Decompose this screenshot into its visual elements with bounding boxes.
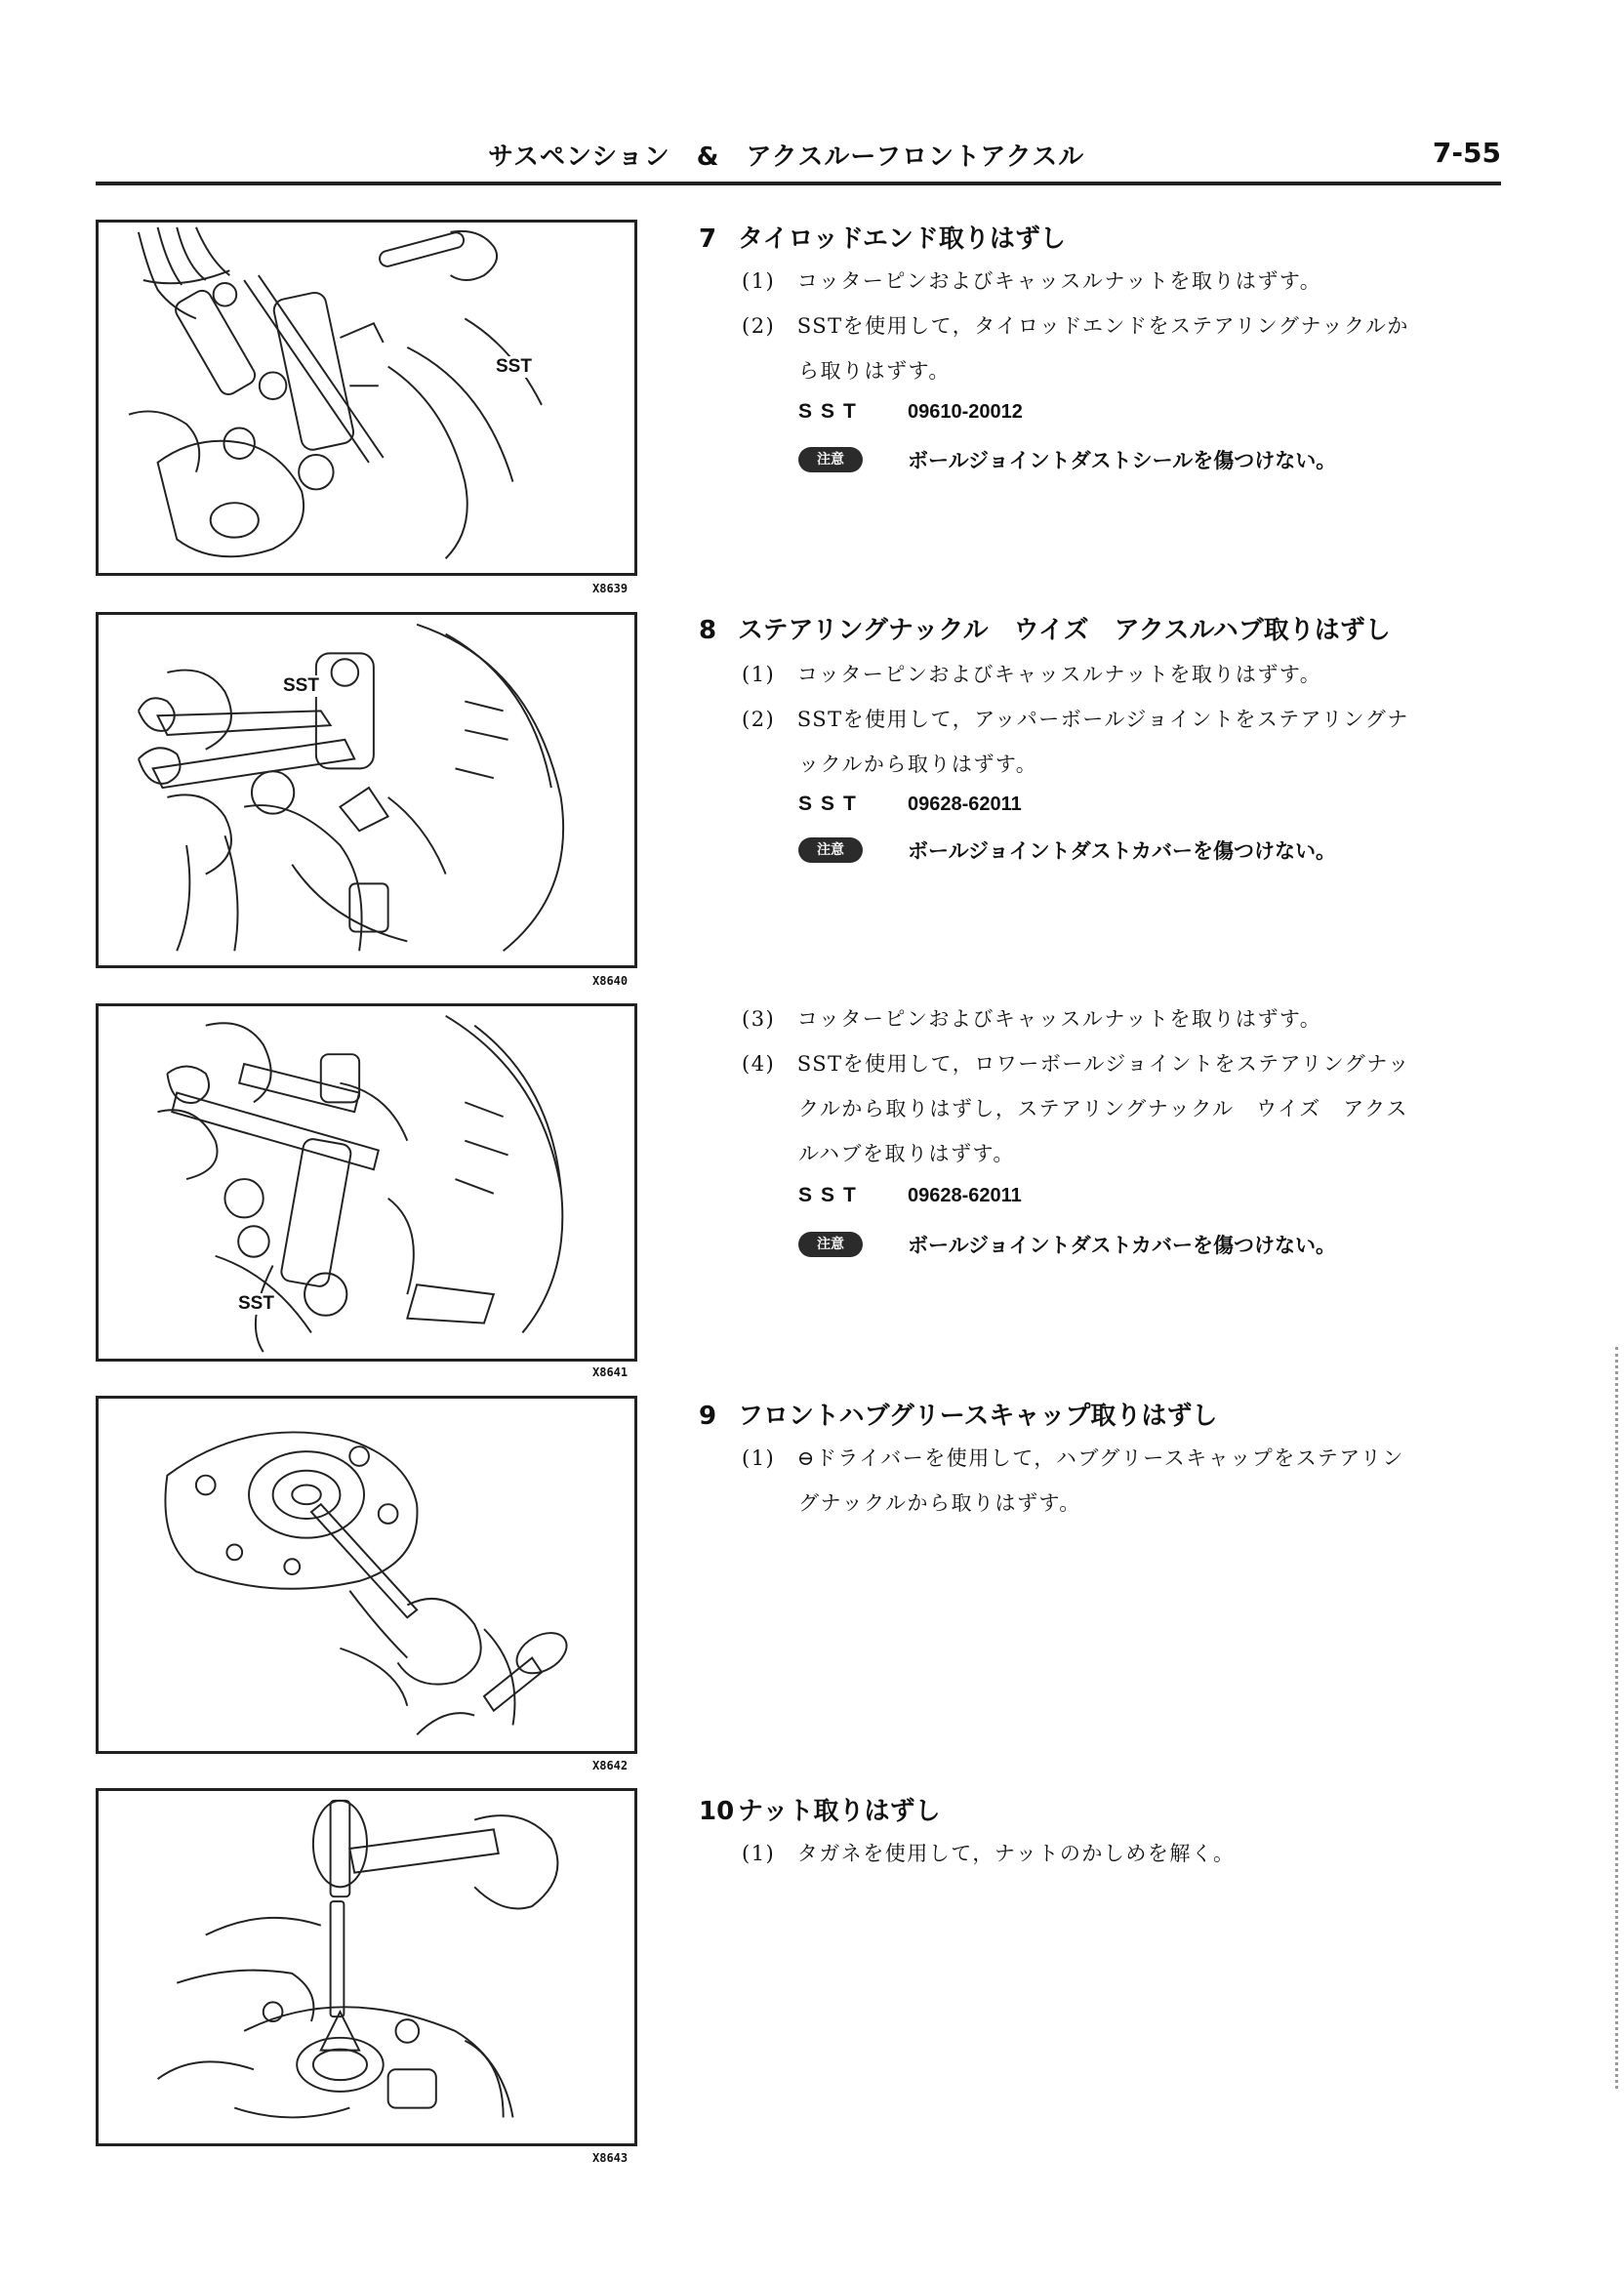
figure-sst-label: SST xyxy=(496,356,532,377)
figure-code: X8641 xyxy=(592,1365,629,1379)
caution-text: ボールジョイントダストシールを傷つけない。 xyxy=(908,449,1337,472)
figure-sst-label: SST xyxy=(238,1293,274,1314)
step-number: 10 xyxy=(699,1797,735,1826)
step-heading xyxy=(699,610,1391,646)
step-number: 9 xyxy=(699,1402,717,1431)
caution-badge: 注意 xyxy=(798,837,863,863)
hub-grease-cap-illustration xyxy=(99,1399,634,1751)
instruction-line: ら取りはずす。 xyxy=(798,359,951,383)
instruction-line: (3) コッターピンおよびキャッスルナットを取りはずす。 xyxy=(742,1007,1322,1031)
tie-rod-end-illustration xyxy=(99,223,634,573)
section-title: サスペンション & アクスルーフロントアクスル xyxy=(488,142,1085,172)
step-number: 8 xyxy=(699,616,717,645)
figure-lower-ball-joint xyxy=(96,1003,637,1362)
figure-nut-staking xyxy=(96,1788,637,2146)
step-title: ステアリングナックル ウイズ アクスルハブ取りはずし xyxy=(738,616,1391,645)
figure-code: X8642 xyxy=(592,1759,629,1772)
step-heading xyxy=(699,1396,1217,1432)
instruction-line: (2) SSTを使用して，タイロッドエンドをステアリングナックルか xyxy=(742,314,1409,338)
step-heading xyxy=(699,1791,940,1827)
step-number: 7 xyxy=(699,224,717,254)
step-title: ナット取りはずし xyxy=(738,1797,941,1826)
instruction-line: クルから取りはずし，ステアリングナックル ウイズ アクス xyxy=(798,1097,1408,1120)
figure-sst-label: SST xyxy=(283,675,319,696)
figure-hub-grease-cap xyxy=(96,1396,637,1754)
sst-number: 09628-62011 xyxy=(908,794,1022,815)
figure-tie-rod-end xyxy=(96,220,637,576)
figure-code: X8643 xyxy=(592,2151,629,2165)
upper-ball-joint-illustration xyxy=(99,615,634,965)
nut-staking-illustration xyxy=(99,1791,634,2143)
sst-key: SST xyxy=(798,400,865,423)
step-title: タイロッドエンド取りはずし xyxy=(738,224,1066,254)
instruction-line: (1) ⊖ドライバーを使用して，ハブグリースキャップをステアリン xyxy=(742,1446,1404,1470)
sst-key: SST xyxy=(798,1184,865,1206)
caution-badge: 注意 xyxy=(798,1232,863,1257)
instruction-line: グナックルから取りはずす。 xyxy=(798,1491,1081,1515)
header-rule xyxy=(96,182,1501,185)
page-edge xyxy=(1615,1347,1618,2089)
sst-number: 09628-62011 xyxy=(908,1185,1022,1206)
caution-text: ボールジョイントダストカバーを傷つけない。 xyxy=(908,1234,1337,1257)
step-title: フロントハブグリースキャップ取りはずし xyxy=(738,1402,1218,1431)
figure-code: X8640 xyxy=(592,974,629,988)
sst-number: 09610-20012 xyxy=(908,401,1023,423)
sst-key: SST xyxy=(798,793,865,815)
instruction-line: (1) コッターピンおよびキャッスルナットを取りはずす。 xyxy=(742,663,1322,686)
page-number: 7-55 xyxy=(1432,137,1501,169)
caution-badge: 注意 xyxy=(798,447,863,472)
instruction-line: (2) SSTを使用して，アッパーボールジョイントをステアリングナ xyxy=(742,708,1409,731)
instruction-line: ックルから取りはずす。 xyxy=(798,753,1038,776)
instruction-line: (4) SSTを使用して，ロワーボールジョイントをステアリングナッ xyxy=(742,1052,1410,1076)
step-heading xyxy=(699,219,1066,255)
instruction-line: (1) コッターピンおよびキャッスルナットを取りはずす。 xyxy=(742,269,1322,293)
lower-ball-joint-illustration xyxy=(99,1006,634,1359)
caution-text: ボールジョイントダストカバーを傷つけない。 xyxy=(908,839,1337,863)
figure-upper-ball-joint xyxy=(96,612,637,968)
figure-code: X8639 xyxy=(592,582,629,595)
instruction-line: ルハブを取りはずす。 xyxy=(798,1142,1015,1165)
instruction-line: (1) タガネを使用して，ナットのかしめを解く。 xyxy=(742,1842,1236,1865)
